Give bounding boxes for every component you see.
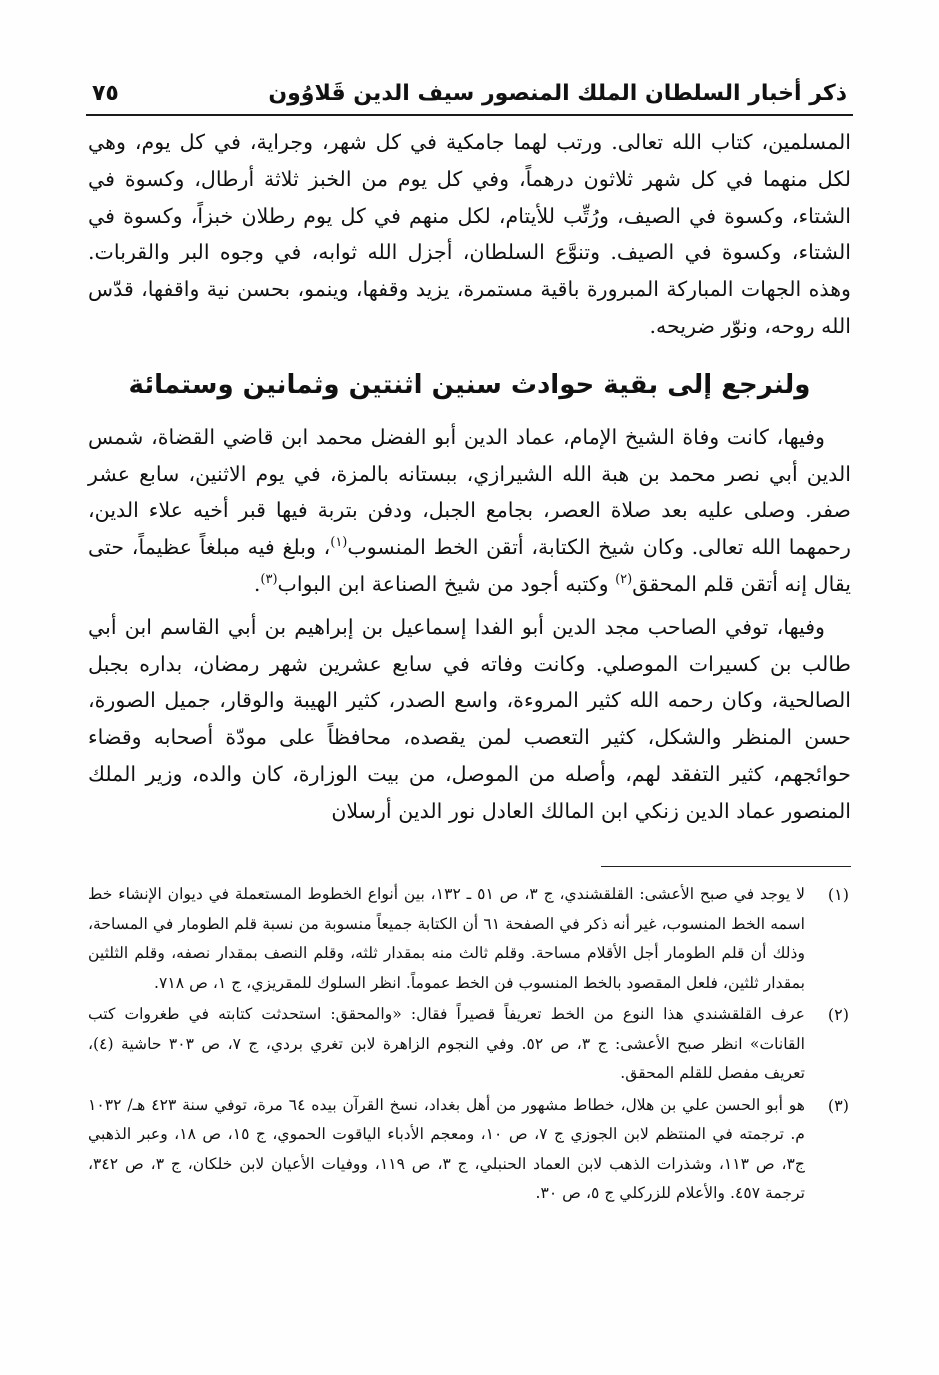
paragraph-2-part-b: ، وبلغ فيه مبلغاً عظيماً، حتى يقال إنه أتقن قلم المحقق — [88, 535, 851, 596]
paragraph-3: وفيها، توفي الصاحب مجد الدين أبو الفدا إسماعيل بن إبراهيم بن أبي القاسم ابن أبي طالب بن كسيرات الموصلي. وكانت وفاته في سابع عشرين شهر رمضان، بداره بجبل الصالحية، وكان رحمه الله كثير المروءة، واسع الصدر، كثير الهيبة والوقار، جميل الصورة، حسن المنظر والشكل، كثير التعصب لمن يقصده، محافظاً على مودّة أصحابه وقضاء حوائجهم، كثير التفقد لهم، وأصله من الموصل، من بيت الوزارة، كان والده، وزير الملك المنصور عماد الدين زنكي ابن المالك العادل نور الدين أرسلان — [88, 614, 851, 823]
footnote-2 — [88, 1000, 849, 1089]
footnote-separator — [601, 866, 851, 867]
footnote-ref-2: (٢) — [615, 572, 633, 588]
paragraph-1: المسلمين، كتاب الله تعالى. ورتب لهما جامكية في كل شهر، وجراية، في كل يوم، وهي لكل منهما في كل شهر ثلاثون درهماً، وفي كل يوم من الخبز ثلاثة أرطال، وكسوة في الشتاء، وكسوة في الصيف، ورُتِّب للأيتام، لكل منهم في كل يوم رطلان خبزاً، وكسوة في الشتاء، وكسوة في الصيف. وتنوَّع السلطان، أجزل الله ثوابه، في وجوه البر والقربات. وهذه الجهات المباركة المبرورة باقية مستمرة، يزيد وقفها، وينمو، بحسن نية واقفها، قدّس الله روحه، ونوّر ضريحه. — [88, 130, 851, 338]
footnote-number: (٢) — [827, 1005, 849, 1024]
body-text — [88, 124, 851, 830]
footnote-text: لا يوجد في صبح الأعشى: القلقشندي، ج ٣، ص ٥١ ـ ١٣٢، بين أنواع الخطوط المستعملة في ديوان الإنشاء خط اسمه الخط المنسوب، غير أنه ذكر في الصفحة ٦١ أن الكتابة جميعاً منسوبة من نسبة قلم الطومار في المساحة، وذلك أن قلم الطومار أجل الأقلام مساحة. وقلم ثالث منه بمقدار ثلثه، وقلم النصف بمقدار نصفه، وقلم الثلثين بمقدار ثلثين، فلعل المقصود بالخط المنسوب فن الخط عموماً. انظر السلوك للمقريزي، ج ١، ص ٧١٨. — [88, 885, 805, 992]
footnote-text: عرف القلقشندي هذا النوع من الخط تعريفاً قصيراً فقال: «والمحقق: استحدثت كتابته في طغروات كتب القانات» انظر صبح الأعشى: ج ٣، ص ٥٢. وفي النجوم الزاهرة لابن تغري بردي، ج ٧، ص ٣٠٣ حاشية (٤)، تعريف مفصل للقلم المحقق. — [88, 1005, 805, 1082]
running-title: ذكر أخبار السلطان الملك المنصور سيف الدين قَلاوُون — [268, 81, 847, 106]
page-header — [92, 72, 847, 106]
footnote-1 — [88, 880, 849, 998]
section-heading: ولنرجع إلى بقية حوادث سنين اثنتين وثمانين وستمائة — [128, 369, 811, 400]
footnotes — [88, 880, 849, 1211]
footnote-text: هو أبو الحسن علي بن هلال، خطاط مشهور من أهل بغداد، نسخ القرآن بيده ٦٤ مرة، توفي سنة ٤٢٣ هـ/ ١٠٣٢ م. ترجمته في المنتظم لابن الجوزي ج ٧، ص ١٠، ومعجم الأدباء الياقوت الحموي، ج ١٥، ص ١٨، وعبر الذهبي ج٣، ص ١١٣، وشذرات الذهب لابن العماد الحنبلي، ج ٣، ص ١١٩، ووفيات الأعيان لابن خلكان، ج ٣، ص ٣٤٢، ترجمة ٤٥٧. والأعلام للزركلي ج ٥، ص ٣٠. — [88, 1095, 805, 1202]
footnote-ref-3: (٣) — [260, 572, 278, 588]
header-rule — [86, 114, 853, 116]
footnote-number: (٣) — [827, 1095, 849, 1115]
page-number: ٧٥ — [92, 81, 119, 106]
paragraph-2-part-a: وفيها، كانت وفاة الشيخ الإمام، عماد الدين أبو الفضل محمد ابن قاضي القضاة، شمس الدين أبي نصر محمد بن هبة الله الشيرازي، ببستانه بالمزة، في يوم الاثنين، سابع عشر صفر. وصلى عليه بعد صلاة العصر، بجامع الجبل، ودفن بتربة فيها قبر أخيه علاء الدين، رحمهما الله تعالى. وكان شيخ الكتابة، أتقن الخط المنسوب — [88, 424, 851, 560]
paragraph-2 — [88, 419, 851, 603]
footnote-ref-1: (١) — [330, 535, 348, 551]
paragraph-2-part-d: . — [253, 571, 261, 596]
footnote-number: (١) — [827, 885, 849, 904]
paragraph-2-part-c: وكتبه أجود من شيخ الصناعة ابن البواب — [277, 571, 616, 596]
footnote-3 — [88, 1091, 849, 1209]
